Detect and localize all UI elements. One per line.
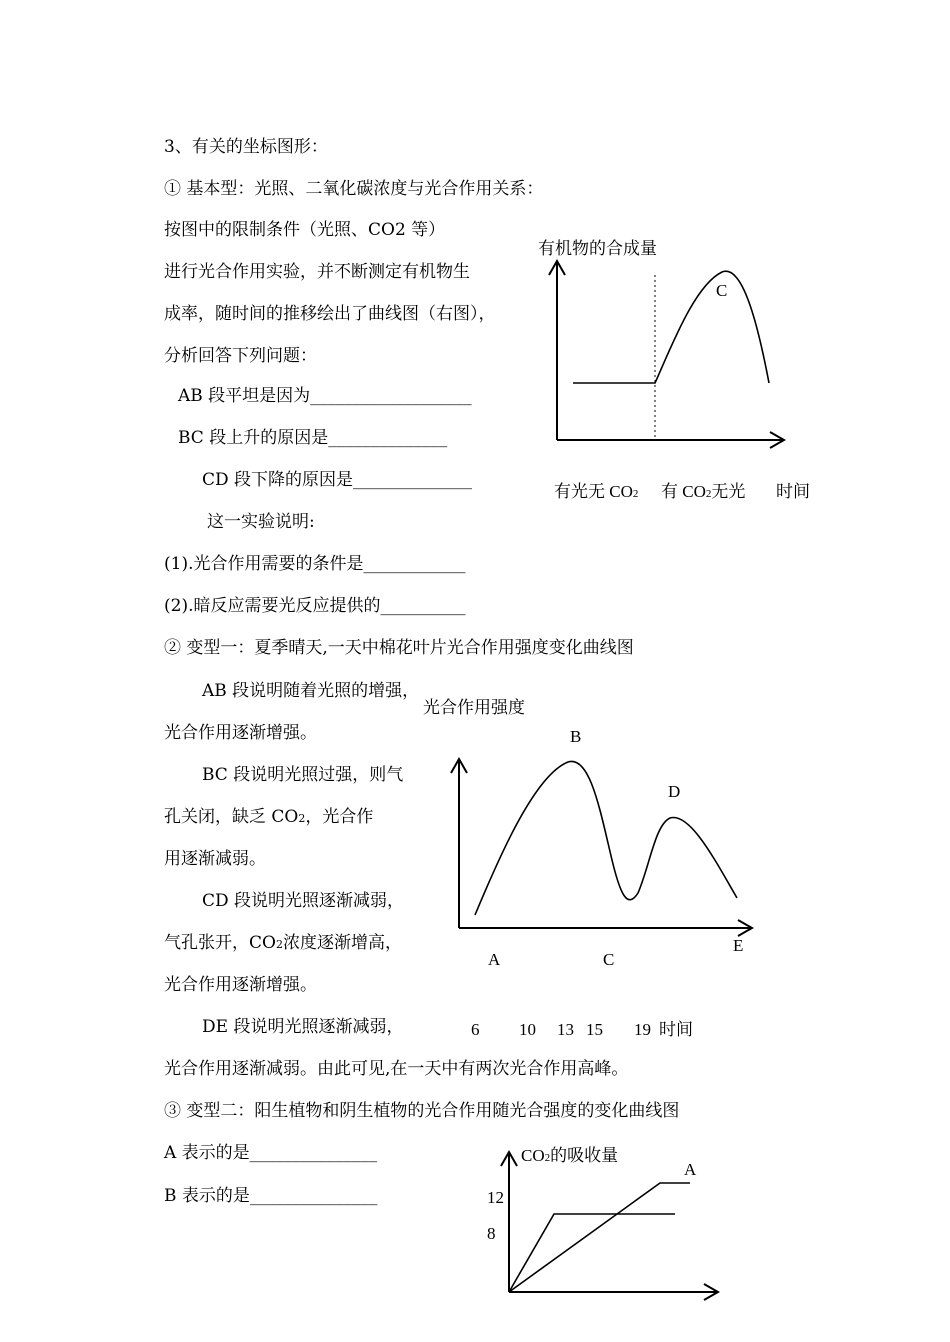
y-axis-label: [521, 1146, 618, 1165]
point-d-label: D: [668, 782, 681, 801]
section2-line: 光合作用逐渐增强。: [164, 975, 317, 995]
section2-line-text: 气孔张开，CO: [164, 933, 276, 953]
section2-line: DE 段说明光照逐渐减弱，: [202, 1017, 404, 1037]
x-label-text: 无光: [711, 482, 746, 501]
section2-line-text: 浓度逐渐增高，: [282, 933, 402, 953]
curve-a-sun-plant: [509, 1183, 690, 1292]
section1-title: ① 基本型：光照、二氧化碳浓度与光合作用关系：: [164, 179, 544, 199]
question-2: (2).暗反应需要光反应提供的__________: [164, 596, 466, 616]
subscript: 2: [275, 938, 283, 951]
section1-para-line: 分析回答下列问题：: [164, 346, 317, 366]
question-ab: AB 段平坦是因为___________________: [178, 386, 472, 406]
curve-b-shade-plant: [509, 1214, 675, 1292]
point-b-label: B: [570, 727, 582, 746]
tick-label: 10: [519, 1020, 536, 1039]
section2-title: ② 变型一：夏季晴天,一天中棉花叶片光合作用强度变化曲线图: [164, 638, 634, 658]
point-c-label: C: [603, 950, 615, 969]
question-bc: BC 段上升的原因是______________: [178, 428, 448, 448]
point-a-label: A: [488, 950, 501, 969]
x-label-time: 时间: [659, 1020, 693, 1039]
tick-label: 19: [634, 1020, 651, 1039]
subscript: 2: [298, 812, 306, 825]
section2-line-text: ，光合作: [305, 807, 374, 827]
question-b: B 表示的是_______________: [164, 1186, 378, 1206]
subscript: 2: [544, 1152, 551, 1164]
section1-para-line: 按图中的限制条件（光照、CO2 等）: [164, 220, 446, 240]
subscript: 2: [705, 488, 712, 500]
tick-label: 6: [471, 1020, 480, 1039]
section1-para-line: 成率，随时间的推移绘出了曲线图（右图），: [164, 304, 496, 324]
question-cd: CD 段下降的原因是______________: [202, 470, 473, 490]
section-heading: 3、有关的坐标图形：: [164, 137, 328, 157]
x-label-time: 时间: [776, 482, 810, 501]
conclusion-label: 这一实验说明:: [207, 512, 315, 532]
curve-a-label: A: [684, 1160, 697, 1179]
question-1: (1).光合作用需要的条件是____________: [164, 554, 466, 574]
section2-line: CD 段说明光照逐渐减弱，: [202, 891, 405, 911]
section2-line-text: 孔关闭，缺乏 CO: [164, 807, 299, 827]
section3-title: ③ 变型二：阳生植物和阴生植物的光合作用随光合强度的变化曲线图: [164, 1101, 680, 1121]
section1-para-line: 进行光合作用实验，并不断测定有机物生: [164, 262, 470, 282]
tick-12: 12: [487, 1188, 504, 1207]
y-axis-label-text: 的吸收量: [550, 1146, 619, 1165]
question-a: A 表示的是_______________: [164, 1143, 378, 1163]
section2-line: 光合作用逐渐增强。: [164, 723, 317, 743]
x-label-text: 有 CO: [661, 482, 706, 501]
y-axis-label-text: CO: [521, 1146, 545, 1165]
tick-8: 8: [487, 1224, 496, 1243]
section2-line: 用逐渐减弱。: [164, 849, 266, 869]
section2-line: 光合作用逐渐减弱。由此可见,在一天中有两次光合作用高峰。: [164, 1059, 629, 1079]
section2-line: AB 段说明随着光照的增强，: [202, 681, 420, 701]
tick-label: 15: [586, 1020, 603, 1039]
x-label-text: 有光无 CO: [554, 482, 633, 501]
y-axis-label: 有机物的合成量: [538, 239, 657, 258]
y-axis-label: 光合作用强度: [423, 698, 525, 717]
tick-label: 13: [557, 1020, 574, 1039]
point-c-label: C: [716, 281, 728, 300]
point-e-label: E: [733, 936, 744, 955]
subscript: 2: [632, 488, 639, 500]
section2-line: BC 段说明光照过强，则气: [202, 765, 404, 785]
